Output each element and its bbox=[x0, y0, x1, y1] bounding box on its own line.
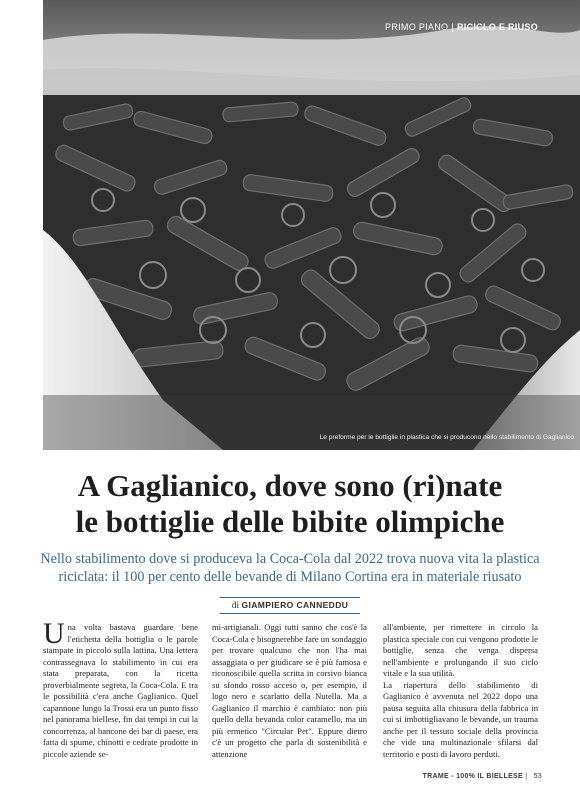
byline-prefix: di bbox=[231, 601, 240, 611]
column-1-paragraph bbox=[43, 617, 198, 760]
section-label bbox=[385, 22, 538, 32]
column-2-text: mi-artigianali. Oggi tutti sanno che cos'è la Coca-Cola e bisognerebbe fare un sondaggio per trovare qualcuno che non l'ha mai assaggiata o per giudicare se è più famosa e riconoscibile quella scritta in corsivo bianca su sfondo rosso acceso o, per esempio, il logo nero e scarlatto della Nutella. Ma a Gaglianico il marchio è cambiato: non più quello della bevanda color caramello, ma un più ermetico "Circular Pet". Eppure dietro c'è un progetto che parla di sostenibilità e attenzione bbox=[212, 622, 367, 759]
section-separator: | bbox=[451, 22, 454, 32]
column-1-text: na volta bastava guardare bene l'etichetta della bottiglia o le parole stampate in piccolo sulla lattina. Una lettera contrassegnava lo stabilimento in cui era stata preparata, con la ricetta proverbialmente segreta, la Coca-Cola. E tra le possibilità c'era anche Gaglianico. Quel capannone lungo la Trossi era un punto fisso nel panorama biellese, fin dai tempi in cui la concorrenza, al bancone dei bar di paese, era fatta di spume, chinotti e cedrate prodotte in piccole aziende se- bbox=[43, 622, 198, 759]
drop-cap: U bbox=[43, 617, 65, 650]
footer-separator: | bbox=[525, 773, 528, 780]
article-title bbox=[0, 468, 580, 540]
footer-magazine: TRAME - 100% IL BIELLESE bbox=[422, 773, 523, 780]
article-column-2 bbox=[212, 622, 367, 760]
section-name: PRIMO PIANO bbox=[385, 22, 449, 32]
column-3-paragraph-1: all'ambiente, per rimettere in circolo la plastica speciale con cui vengono prodotte le bottiglie, senza che venga dispersa nell'ambiente e prolungando il suo ciclo vitale e la sua utilità. bbox=[383, 622, 538, 678]
byline-author: GIAMPIERO CANNEDDU bbox=[241, 600, 349, 610]
standfirst-line-2: riciclata: il 100 per cento delle bevande di Milano Cortina era in materiale riusato bbox=[58, 569, 522, 585]
preforms-photo-illustration bbox=[43, 0, 580, 450]
page-footer bbox=[423, 773, 542, 780]
photo-caption: Le preforme per le bottiglie in plastica che si producono nello stabilimento di Gaglianico bbox=[319, 434, 574, 441]
byline bbox=[220, 597, 360, 614]
section-topic: RICICLO E RIUSO bbox=[456, 22, 538, 32]
standfirst-line-1: Nello stabilimento dove si produceva la Coca-Cola dal 2022 trova nuova vita la plastica bbox=[40, 551, 540, 567]
article-standfirst bbox=[30, 550, 550, 586]
column-3-paragraph-2: La riapertura dello stabilimento di Gaglianico è avvenuta nel 2022 dopo una pausa seguita alla chiusura della fabbrica in cui si imbottigliavano le bevande, un trauma anche per il tessuto sociale della provincia che vide una multinazionale sfilarsi dal territorio e posti di lavoro perduti. bbox=[383, 679, 538, 759]
article-photo bbox=[43, 0, 580, 450]
article-column-3 bbox=[383, 622, 538, 760]
article-title-line-1: A Gaglianico, dove sono (ri)nate bbox=[77, 468, 503, 503]
article-column-1 bbox=[43, 617, 198, 760]
article-title-line-2: le bottiglie delle bibite olimpiche bbox=[75, 504, 505, 539]
page-number: 53 bbox=[533, 773, 542, 780]
